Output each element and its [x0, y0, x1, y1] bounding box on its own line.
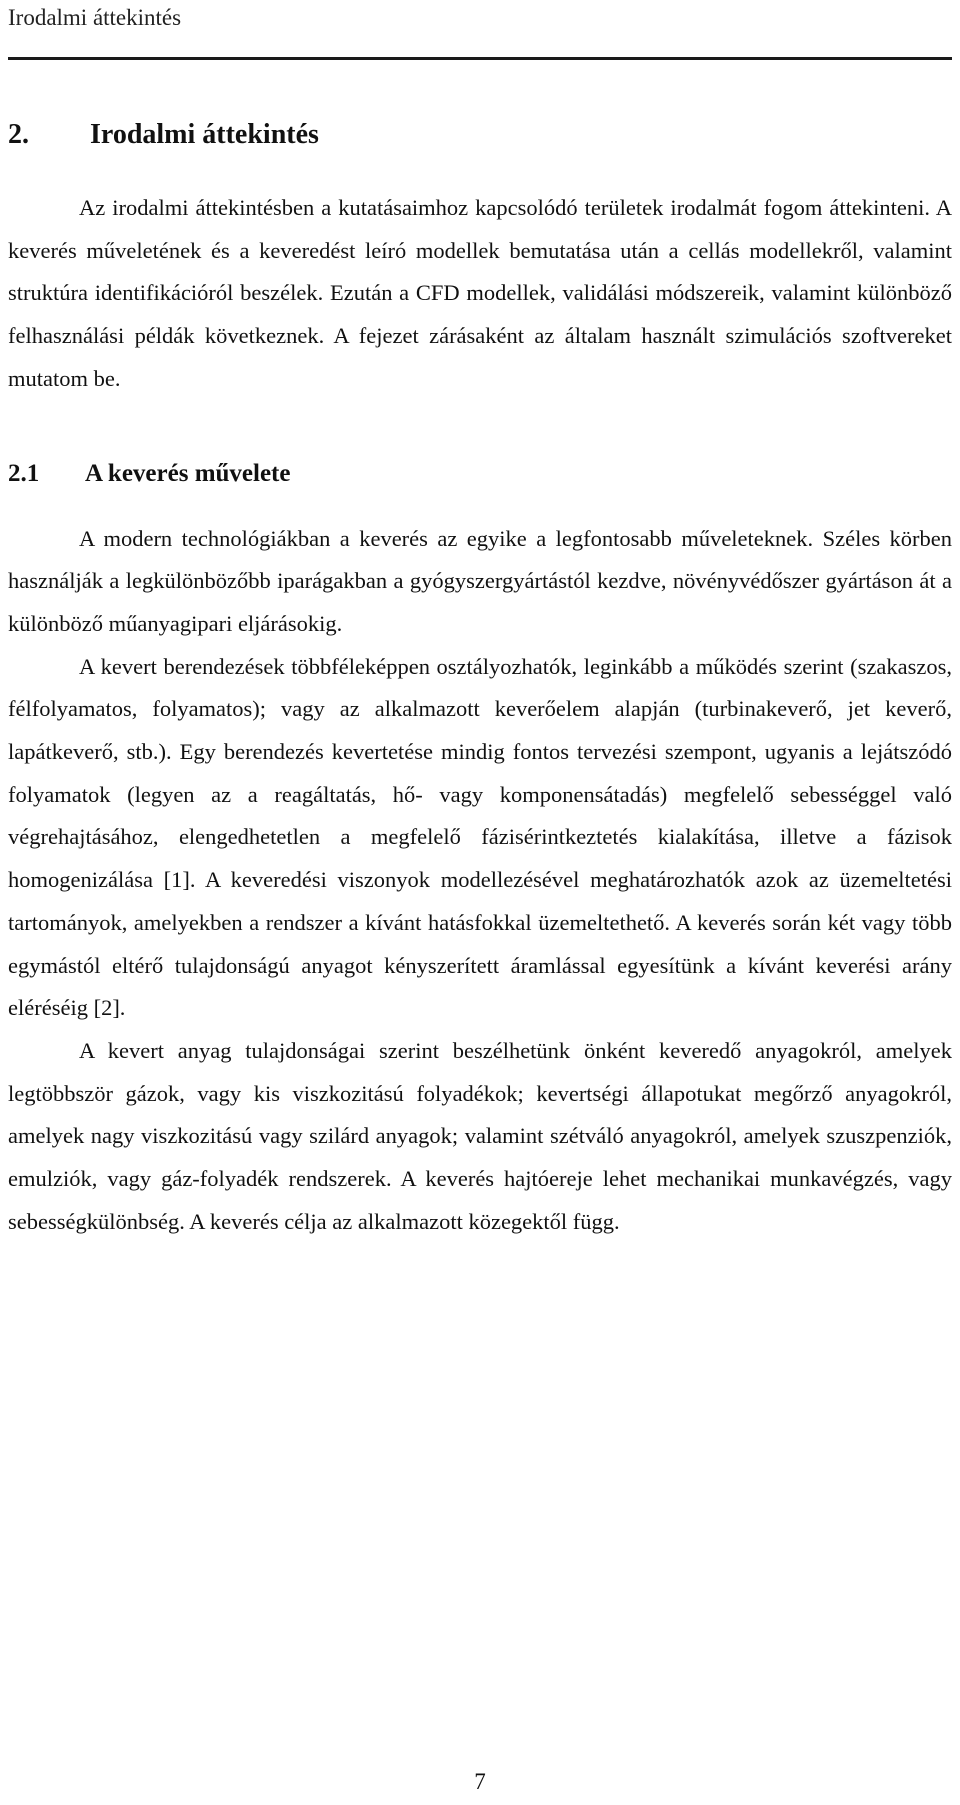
body-paragraph: A kevert anyag tulajdonságai szerint beszélhetünk önként keveredő anyagokról, amelyek legtöbbször gázok, vagy kis viszkozitású folyadékok; kevertségi állapotukat megőrző anyagokról, amelyek nagy viszkozitású vagy szilárd anyagok; valamint szétváló anyagokról, amelyek szuszpenziók, emulziók, vagy gáz-folyadék rendszerek. A keverés hajtóereje lehet mechanikai munkavégzés, vagy sebességkülönbség. A keverés célja az alkalmazott közegektől függ. — [8, 1037, 952, 1234]
subsection-heading — [8, 458, 952, 490]
subsection-title: A keverés művelete — [85, 459, 291, 487]
subsection-number: 2.1 — [8, 459, 40, 487]
running-header: Irodalmi áttekintés — [8, 5, 182, 30]
page-number: 7 — [474, 1769, 486, 1794]
header-rule — [8, 57, 952, 60]
section-heading — [8, 117, 952, 153]
page-content — [8, 117, 952, 1243]
body-paragraph: A modern technológiákban a keverés az egyike a legfontosabb műveleteknek. Széles körben használják a legkülönbözőbb iparágakban a gyógyszergyártástól kezdve, növényvédőszer gyártáson át a különböző műanyagipari eljárásokig. — [8, 525, 952, 636]
section-title: Irodalmi áttekintés — [90, 119, 319, 150]
body-paragraph: A kevert berendezések többféleképpen osztályozhatók, leginkább a működés szerint (szakaszos, félfolyamatos, folyamatos); vagy az alkalmazott keverőelem alapján (turbinakeverő, jet keverő, lapátkeverő, stb.). Egy berendezés kevertetése mindig fontos tervezési szempont, ugyanis a lejátszódó folyamatok (legyen az a reagáltatás, hő- vagy komponensátadás) megfelelő sebességgel való végrehajtásához, elengedhetetlen a megfelelő fázisérintkeztetés kialakítása, illetve a fázisok homogenizálása [1]. A keveredési viszonyok modellezésével meghatározhatók azok az üzemeltetési tartományok, amelyekben a rendszer a kívánt hatásfokkal üzemeltethető. A keverés során két vagy több egymástól eltérő tulajdonságú anyagot kényszerített áramlással egyesítünk a kívánt keverési arány eléréséig [2]. — [8, 653, 952, 1021]
section-number: 2. — [8, 119, 29, 150]
section-intro-paragraph: Az irodalmi áttekintésben a kutatásaimhoz kapcsolódó területek irodalmát fogom áttekinteni. A keverés műveletének és a keveredést leíró modellek bemutatása után a cellás modellekről, valamint struktúra identifikációról beszélek. Ezután a CFD modellek, validálási módszereik, valamint különböző felhasználási példák következnek. A fejezet zárásaként az általam használt szimulációs szoftvereket mutatom be. — [8, 195, 952, 391]
